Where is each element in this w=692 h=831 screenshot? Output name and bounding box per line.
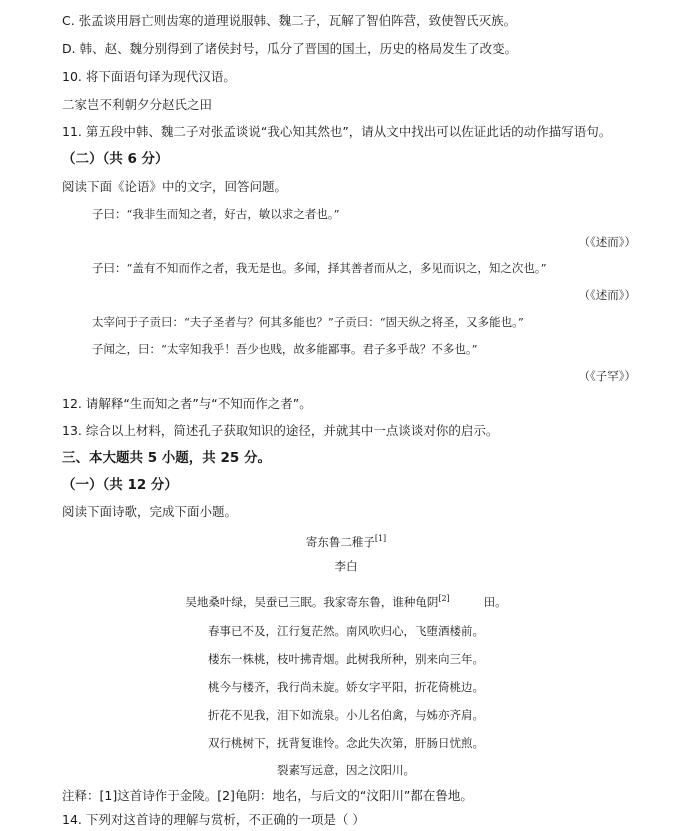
lunyu-quote-3: 太宰问于子贡曰：“夫子圣者与？何其多能也？”子贡曰：“固天纵之将圣，又多能也。”	[92, 315, 524, 329]
question-13: 13. 综合以上材料，简述孔子获取知识的途径，并就其中一点谈谈对你的启示。	[62, 423, 499, 438]
lunyu-quote-4: 子闻之，曰：“太宰知我乎！吾少也贱，故多能鄙事。君子多乎哉？不多也。”	[92, 342, 478, 356]
poem-verse: 折花不见我，泪下如流泉。小儿名伯禽，与姊亦齐肩。	[208, 708, 484, 722]
section-2-intro: 阅读下面《论语》中的文字，回答问题。	[62, 179, 288, 194]
poem-verse: 楼东一株桃，枝叶拂青烟。此树我所种，别来向三年。	[208, 652, 484, 666]
question-14: 14. 下列对这首诗的理解与赏析，不正确的一项是（ ）	[62, 812, 365, 827]
section-3-intro: 阅读下面诗歌，完成下面小题。	[62, 504, 238, 519]
source-shuer-1: （《述而》）	[578, 235, 636, 249]
poem-verse: 双行桃树下，抚背复谁怜。念此失次第，肝肠日忧煎。	[208, 736, 484, 750]
option-d: D. 韩、赵、魏分别得到了诸侯封号，瓜分了晋国的国土，历史的格局发生了改变。	[62, 41, 518, 56]
question-11: 11. 第五段中韩、魏二子对张孟谈说“我心知其然也”，请从文中找出可以佐证此话的动作描写语句。	[62, 124, 612, 139]
poem-verse: 春事已不及，江行复茫然。南风吹归心，飞堕酒楼前。	[208, 624, 484, 638]
question-12: 12. 请解释“生而知之者”与“不知而作之者”。	[62, 396, 312, 411]
option-c: C. 张孟谈用唇亡则齿寒的道理说服韩、魏二子，瓦解了智伯阵营，致使智氏灭族。	[62, 13, 517, 28]
section-3-1-heading: （一）（共 12 分）	[62, 477, 178, 493]
lunyu-quote-2: 子曰：“盖有不知而作之者，我无是也。多闻，择其善者而从之，多见而识之，知之次也。”	[92, 261, 547, 275]
section-3-heading: 三、本大题共 5 小题，共 25 分。	[62, 450, 271, 466]
poem-title-text: 寄东鲁二稚子	[305, 534, 375, 549]
source-zihan: （《子罕》）	[578, 369, 636, 383]
poem-line-1-a: 吴地桑叶绿，吴蚕已三眠。我家寄东鲁，谁种龟阴	[185, 594, 439, 609]
source-shuer-2: （《述而》）	[578, 288, 636, 302]
poem-title-note: [1]	[374, 534, 387, 543]
question-10-sentence: 二家岂不利朝夕分赵氏之田	[62, 97, 213, 112]
poem-line-1-b: 田。	[483, 594, 507, 609]
poem-notes: 注释：[1]这首诗作于金陵。[2]龟阴：地名，与后文的“汶阳川”都在鲁地。	[62, 788, 473, 803]
question-10: 10. 将下面语句译为现代汉语。	[62, 69, 236, 84]
poem-line-1-note: [2]	[438, 594, 450, 603]
poem-title	[0, 530, 692, 551]
poem-author: 李白	[334, 559, 358, 573]
lunyu-quote-1: 子曰：“我非生而知之者，好古，敏以求之者也。”	[92, 207, 340, 221]
poem-verse: 桃今与楼齐，我行尚未旋。娇女字平阳，折花倚桃边。	[208, 680, 484, 694]
poem-verse: 裂素写远意，因之汶阳川。	[277, 763, 415, 777]
section-2-heading: （二）（共 6 分）	[62, 151, 169, 167]
poem-line-1	[0, 590, 692, 611]
